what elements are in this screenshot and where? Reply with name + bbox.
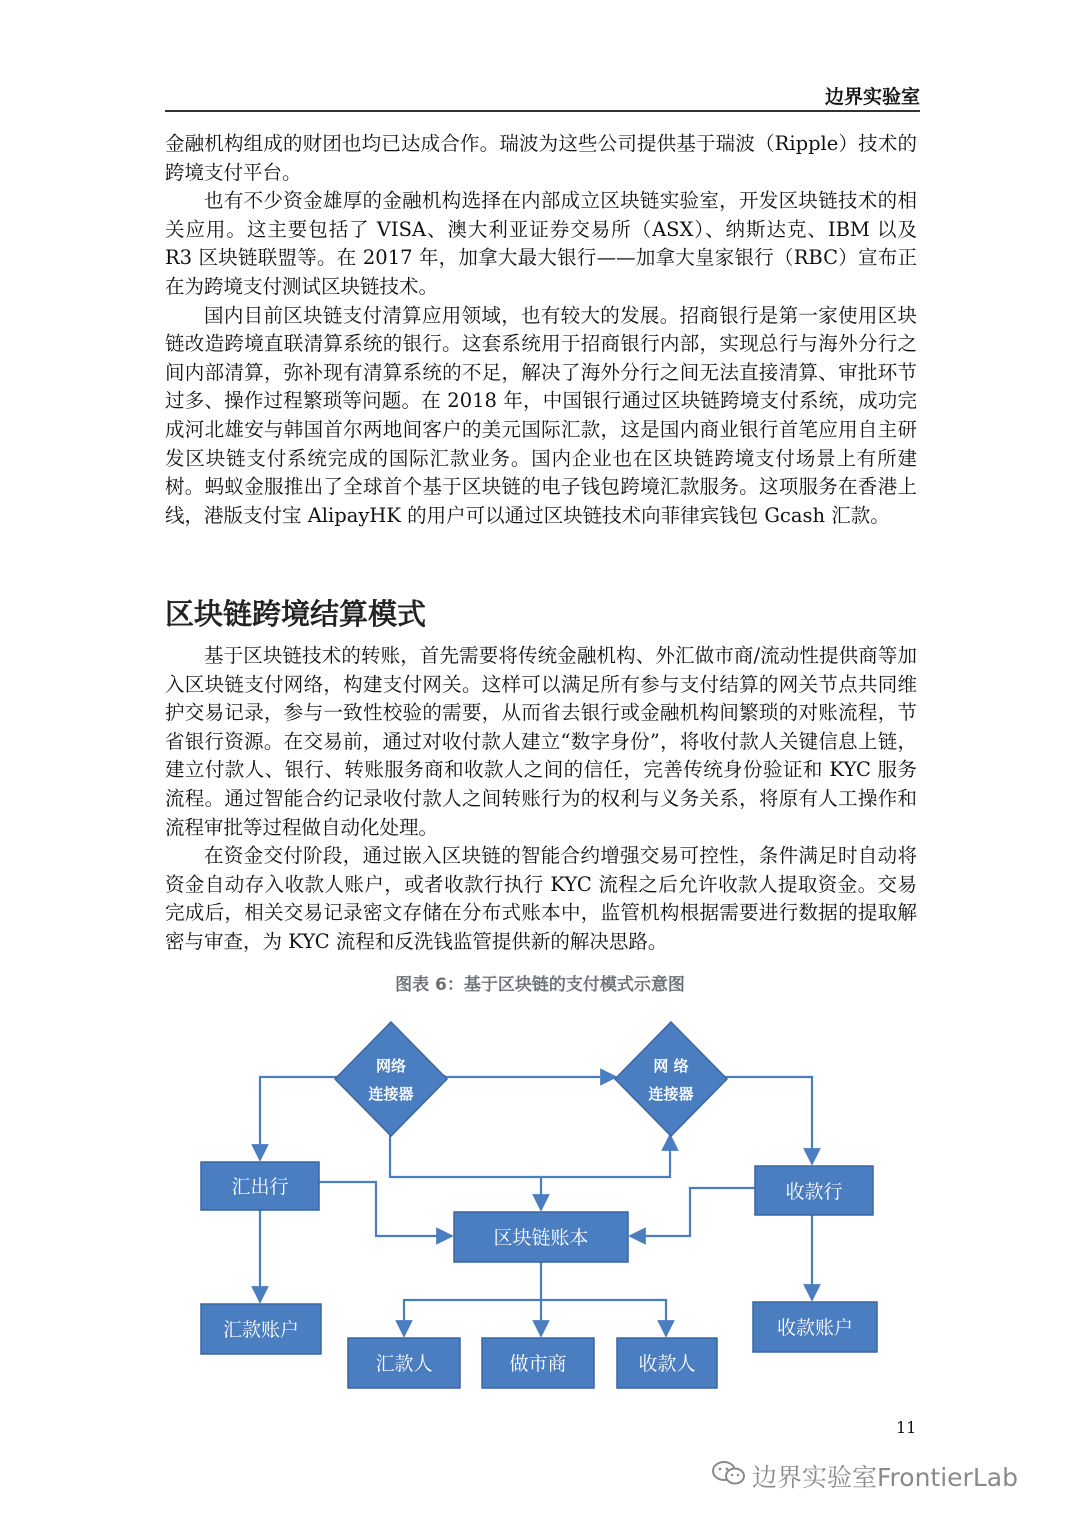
svg-text:汇出行: 汇出行 xyxy=(231,1176,289,1198)
header-logo: 边界实验室 xyxy=(824,86,920,108)
paragraph: 国内目前区块链支付清算应用领域，也有较大的发展。招商银行是第一家使用区块链改造跨境直联清算系统的银行。这套系统用于招商银行内部，实现总行与海外分行之间内部清算，弥补现有清算系统的不足，解决了海外分行之间无法直接清算、审批环节过多、操作过程繁琐等问题。在 2018 年，中国银行通过区块链跨境支付系统，成功完成河北雄安与韩国首尔两地间客户的美元国际汇款，这是国内商业银行首笔应用自主研发区块链支付系统完成的国际汇款业务。国内企业也在区块链跨境支付场景上有所建树。蚂蚁金服推出了全球首个基于区块链的电子钱包跨境汇款服务。这项服务在香港上线，港版支付宝 AlipayHK 的用户可以通过区块链技术向菲律宾钱包 Gcash 汇款。 xyxy=(165,303,917,527)
wechat-icon xyxy=(712,1460,746,1492)
svg-text:区块链账本: 区块链账本 xyxy=(493,1227,589,1249)
arrow-ledger-to-remitter xyxy=(404,1300,541,1336)
arrow-ledger-to-payee xyxy=(541,1300,666,1336)
remit-bank-node xyxy=(201,1162,319,1210)
arrow-connector-to-receive-bank xyxy=(724,1077,812,1164)
watermark xyxy=(712,1458,1018,1494)
arrow-connectors-to-ledger xyxy=(390,1135,670,1177)
svg-text:做市商: 做市商 xyxy=(509,1353,567,1375)
market-maker-node xyxy=(482,1338,594,1388)
svg-text:连接器: 连接器 xyxy=(368,1085,414,1103)
payee-node xyxy=(617,1338,717,1388)
connector-right-node xyxy=(615,1022,727,1136)
remit-account-node xyxy=(201,1304,321,1354)
receive-bank-node xyxy=(755,1166,873,1215)
page-number: 11 xyxy=(896,1418,917,1437)
svg-text:连接器: 连接器 xyxy=(648,1085,694,1103)
svg-text:收款人: 收款人 xyxy=(638,1353,696,1375)
diagram-arrows xyxy=(260,1077,812,1336)
figure-caption: 图表 6：基于区块链的支付模式示意图 xyxy=(395,975,685,995)
svg-text:收款行: 收款行 xyxy=(785,1181,843,1203)
svg-text:汇款账户: 汇款账户 xyxy=(222,1319,300,1341)
arrow-connector-to-remit-bank xyxy=(260,1077,336,1160)
connector-left-node xyxy=(335,1022,447,1136)
arrow-receive-bank-ledger xyxy=(630,1188,754,1236)
svg-text:网络: 网络 xyxy=(375,1057,407,1075)
ledger-node xyxy=(454,1212,628,1262)
paragraph: 金融机构组成的财团也均已达成合作。瑞波为这些公司提供基于瑞波（Ripple）技术的跨境支付平台。 xyxy=(165,132,917,184)
watermark-text: 边界实验室FrontierLab xyxy=(752,1463,1018,1492)
section-heading: 区块链跨境结算模式 xyxy=(165,597,427,631)
svg-text:网 络: 网 络 xyxy=(653,1057,689,1075)
svg-text:汇款人: 汇款人 xyxy=(375,1353,433,1375)
remitter-node xyxy=(348,1338,460,1388)
paragraph: 也有不少资金雄厚的金融机构选择在内部成立区块链实验室，开发区块链技术的相关应用。这主要包括了 VISA、澳大利亚证券交易所（ASX）、纳斯达克、IBM 以及 R3 区块链联盟等。在 2017 年，加拿大最大银行——加拿大皇家银行（RBC）宣布正在为跨境支付测试区块链技术。 xyxy=(165,189,917,298)
arrow-remit-bank-ledger xyxy=(320,1182,452,1236)
paragraph: 在资金交付阶段，通过嵌入区块链的智能合约增强交易可控性，条件满足时自动将资金自动存入收款人账户，或者收款行执行 KYC 流程之后允许收款人提取资金。交易完成后，相关交易记录密文存储在分布式账本中，监管机构根据需要进行数据的提取解密与审查，为 KYC 流程和反洗钱监管提供新的解决思路。 xyxy=(165,844,917,953)
receive-account-node xyxy=(753,1302,877,1352)
paragraph: 基于区块链技术的转账，首先需要将传统金融机构、外汇做市商/流动性提供商等加入区块链支付网络，构建支付网关。这样可以满足所有参与支付结算的网关节点共同维护交易记录，参与一致性校验的需要，从而省去银行或金融机构间繁琐的对账流程，节省银行资源。在交易前，通过对收付款人建立“数字身份”，将收付款人关键信息上链，建立付款人、银行、转账服务商和收款人之间的信任，完善传统身份验证和 KYC 服务流程。通过智能合约记录收付款人之间转账行为的权利与义务关系，将原有人工操作和流程审批等过程做自动化处理。 xyxy=(165,644,917,839)
svg-text:收款账户: 收款账户 xyxy=(776,1317,854,1339)
